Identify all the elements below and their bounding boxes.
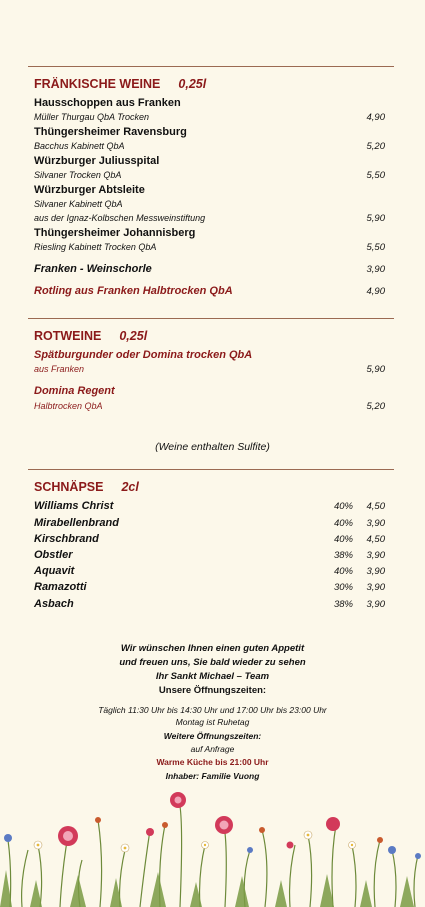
menu-item-name: Würzburger Juliusspital	[34, 155, 160, 167]
section-unit: 0,25l	[178, 77, 207, 91]
section-title-schnaepse	[34, 480, 139, 494]
menu-item-name: Thüngersheimer Ravensburg	[34, 126, 187, 138]
menu-item-price: 5,90	[366, 213, 385, 224]
menu-item-name: Asbach	[34, 598, 74, 610]
menu-item-name: Domina Regent	[34, 385, 115, 397]
menu-item-name: Ramazotti	[34, 581, 87, 593]
menu-item-name: Rotling aus Franken Halbtrocken QbA	[34, 285, 233, 297]
menu-item-desc: aus Franken	[34, 364, 85, 374]
menu-item-desc-extra: aus der Ignaz-Kolbschen Messweinstiftung	[34, 213, 206, 223]
menu-item-price: 5,50	[366, 242, 385, 253]
divider	[28, 66, 394, 67]
menu-item-desc: Müller Thurgau QbA Trocken	[34, 112, 150, 122]
menu-item-alcohol: 38%	[333, 550, 353, 561]
menu-item-name: Mirabellenbrand	[34, 517, 119, 529]
menu-item-alcohol: 38%	[333, 599, 353, 610]
divider	[28, 318, 394, 319]
menu-item-price: 3,90	[366, 550, 385, 561]
menu-item-name: Aquavit	[34, 565, 75, 577]
wildflower-meadow-illustration	[0, 790, 425, 907]
menu-item-price: 3,90	[366, 582, 385, 593]
menu-item-alcohol: 40%	[333, 566, 353, 577]
rest-day: Montag ist Ruhetag	[175, 717, 250, 727]
menu-item-name: Kirschbrand	[34, 533, 99, 545]
menu-item-price: 5,50	[366, 170, 385, 181]
menu-item-alcohol: 40%	[333, 534, 353, 545]
opening-hours-title: Unsere Öffnungszeiten:	[158, 685, 267, 696]
menu-item-price: 5,20	[366, 141, 385, 152]
menu-item-desc: Riesling Kabinett Trocken QbA	[34, 242, 157, 252]
greeting-line: Wir wünschen Ihnen einen guten Appetit	[120, 643, 305, 654]
kitchen-hours: Warme Küche bis 21:00 Uhr	[156, 757, 269, 767]
owner: Inhaber: Familie Vuong	[165, 771, 260, 781]
sulfite-note: (Weine enthalten Sulfite)	[155, 441, 270, 453]
menu-item-price: 4,90	[366, 286, 385, 297]
menu-item-name: Hausschoppen aus Franken	[34, 97, 181, 109]
menu-item-name: Thüngersheimer Johannisberg	[34, 227, 196, 239]
menu-item-desc: Silvaner Trocken QbA	[34, 170, 122, 180]
menu-item-alcohol: 30%	[333, 582, 353, 593]
section-title-fraenkische-weine	[34, 77, 206, 91]
menu-item-name: Spätburgunder oder Domina trocken QbA	[34, 349, 253, 361]
menu-item-name: Williams Christ	[34, 500, 114, 512]
menu-item-price: 4,50	[366, 534, 385, 545]
section-unit: 2cl	[121, 480, 139, 494]
menu-item-name: Obstler	[34, 549, 73, 561]
greeting-line: und freuen uns, Sie bald wieder zu sehen	[119, 657, 306, 668]
divider	[28, 469, 394, 470]
menu-item-price: 4,90	[366, 112, 385, 123]
more-hours-title: Weitere Öffnungszeiten:	[163, 731, 262, 741]
section-title-rotweine	[34, 329, 147, 343]
menu-item-price: 3,90	[366, 566, 385, 577]
menu-item-desc: Silvaner Kabinett QbA	[34, 199, 123, 209]
menu-item-price: 5,90	[366, 364, 385, 375]
section-title-text: SCHNÄPSE	[34, 480, 104, 494]
more-hours: auf Anfrage	[190, 744, 235, 754]
menu-item-price: 3,90	[366, 599, 385, 610]
menu-item-price: 3,90	[366, 264, 385, 275]
opening-hours: Täglich 11:30 Uhr bis 14:30 Uhr und 17:00 Uhr bis 23:00 Uhr	[98, 705, 327, 715]
menu-item-name: Franken - Weinschorle	[34, 263, 152, 275]
menu-item-desc: Bacchus Kabinett QbA	[34, 141, 125, 151]
menu-item-name: Würzburger Abtsleite	[34, 184, 145, 196]
section-title-text: FRÄNKISCHE WEINE	[34, 77, 161, 91]
menu-item-alcohol: 40%	[333, 501, 353, 512]
section-title-text: ROTWEINE	[34, 329, 102, 343]
team-signature: Ihr Sankt Michael – Team	[155, 671, 270, 682]
menu-item-alcohol: 40%	[333, 518, 353, 529]
menu-item-price: 3,90	[366, 518, 385, 529]
menu-item-desc: Halbtrocken QbA	[34, 401, 103, 411]
menu-item-price: 5,20	[366, 401, 385, 412]
section-unit: 0,25l	[119, 329, 148, 343]
menu-item-price: 4,50	[366, 501, 385, 512]
